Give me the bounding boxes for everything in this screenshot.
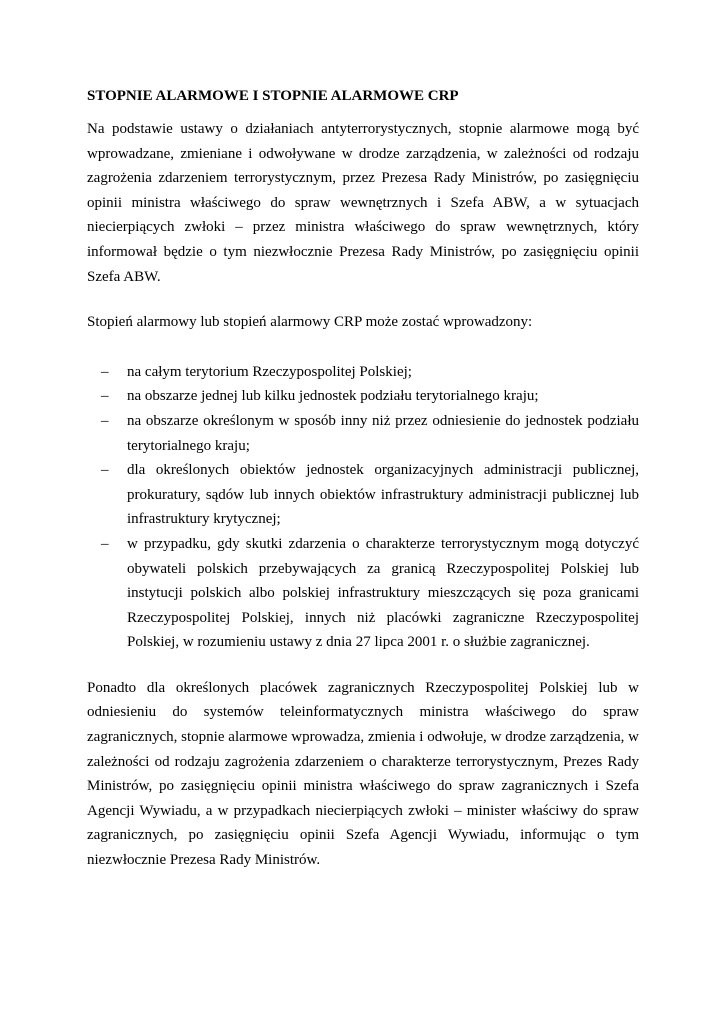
list-item-text: na obszarze określonym w sposób inny niż przez odniesienie do jednostek podziału terytorialnego kraju; [127,412,639,454]
list-item [87,409,639,458]
list-item-text: na całym terytorium Rzeczypospolitej Polskiej; [127,363,412,380]
list-item-text: w przypadku, gdy skutki zdarzenia o charakterze terrorystycznym mogą dotyczyć obywateli polskich przebywających za granicą Rzeczypospolitej Polskiej lub instytucji polskich albo polskiej infrastruktury mieszczących się poza granicami Rzeczypospolitej Polskiej, innych niż placówki zagraniczne Rzeczypospolitej Polskiej, w rozumieniu ustawy z dnia 27 lipca 2001 r. o służbie zagranicznej. [127,535,639,651]
dash-bullet-icon: – [101,535,109,552]
list-item [87,458,639,532]
page-title: STOPNIE ALARMOWE I STOPNIE ALARMOWE CRP [87,88,459,104]
document-page [87,84,639,873]
list-item-text: na obszarze jednej lub kilku jednostek podziału terytorialnego kraju; [127,388,539,405]
list-item [87,384,639,409]
dash-bullet-icon: – [101,363,109,380]
paragraph-list-intro: Stopień alarmowy lub stopień alarmowy CRP może zostać wprowadzony: [87,314,533,331]
paragraph-intro: Na podstawie ustawy o działaniach antyterrorystycznych, stopnie alarmowe mogą być wprowadzane, zmieniane i odwoływane w drodze zarządzenia, w zależności od rodzaju zagrożenia zdarzeniem terrorystycznym, przez Prezesa Rady Ministrów, po zasięgnięciu opinii ministra właściwego do spraw wewnętrznych i Szefa ABW, a w sytuacjach niecierpiących zwłoki – przez ministra właściwego do spraw wewnętrznych, który informował będzie o tym niezwłocznie Prezesa Rady Ministrów, po zasięgnięciu opinii Szefa ABW. [87,121,639,285]
dash-bullet-icon: – [101,462,109,479]
list-item-text: dla określonych obiektów jednostek organizacyjnych administracji publicznej, prokuratury, sądów lub innych obiektów infrastruktury administracji publicznej lub infrastruktury krytycznej; [127,462,639,528]
dash-bullet-icon: – [101,412,109,429]
paragraph-foreign-posts: Ponadto dla określonych placówek zagranicznych Rzeczypospolitej Polskiej lub w odniesieniu do systemów teleinformatycznych ministra właściwego do spraw zagranicznych, stopnie alarmowe wprowadza, zmienia i odwołuje, w drodze zarządzenia, w zależności od rodzaju zagrożenia zdarzeniem o charakterze terrorystycznym, Prezes Rady Ministrów, po zasięgnięciu opinii ministra właściwego do spraw zagranicznych i Szefa Agencji Wywiadu, a w przypadkach niecierpiących zwłoki – minister właściwy do spraw zagranicznych, po zasięgnięciu opinii Szefa Agencji Wywiadu, informując o tym niezwłocznie Prezesa Rady Ministrów. [87,679,639,869]
list-item [87,360,639,385]
dash-bullet-icon: – [101,388,109,405]
scope-list [87,360,639,655]
list-item [87,532,639,655]
